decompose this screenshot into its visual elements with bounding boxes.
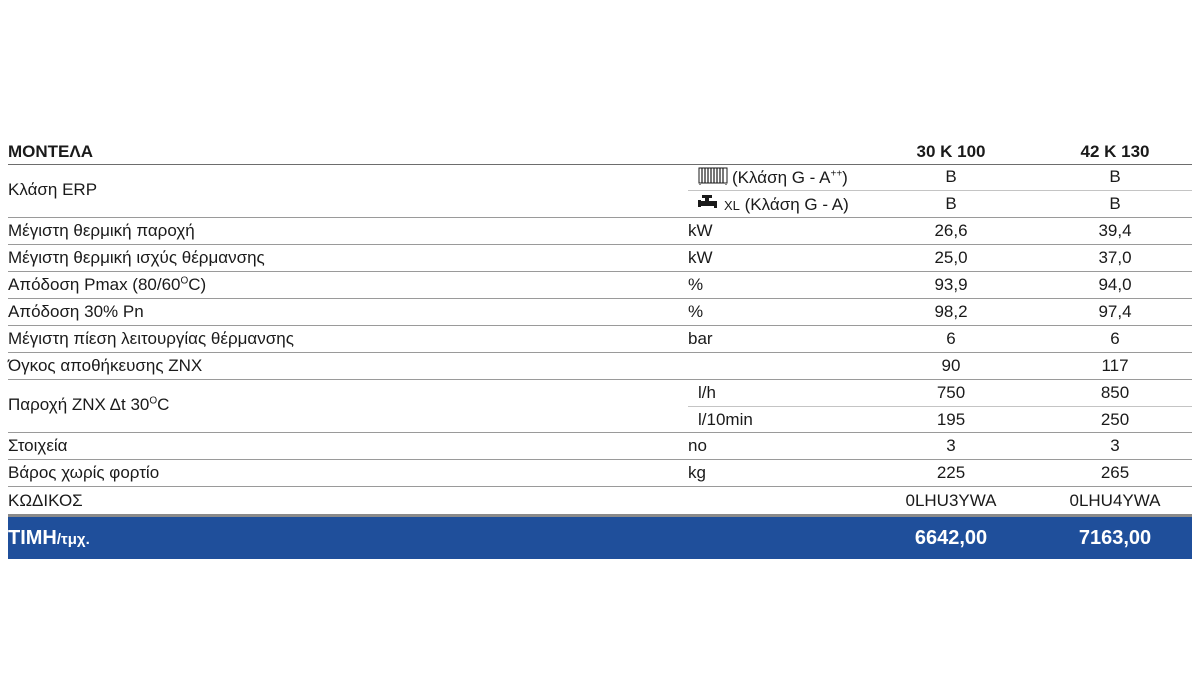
dhw-flow-label: Παροχή ΖΝΧ Δt $30^OC$ bbox=[8, 395, 170, 414]
erp-heating-value-2: B bbox=[1109, 167, 1121, 186]
erp-label: Κλάση ERP bbox=[8, 180, 98, 199]
table-row bbox=[8, 353, 1192, 380]
row-unit: % bbox=[688, 302, 704, 321]
row-unit: kg bbox=[688, 463, 706, 482]
table-row bbox=[8, 433, 1192, 460]
row-value-2: 94,0 bbox=[1098, 275, 1132, 294]
table-row bbox=[8, 218, 1192, 245]
erp-dhw-value-1: B bbox=[945, 194, 957, 213]
erp-dhw-value-2: B bbox=[1109, 194, 1121, 213]
tap-icon bbox=[698, 194, 720, 217]
row-value-1: 6 bbox=[946, 329, 956, 348]
heating-class-close: ) bbox=[842, 167, 848, 187]
model-1-name: 30 K 100 bbox=[916, 142, 986, 161]
row-unit: no bbox=[688, 436, 707, 455]
models-label: ΜΟΝΤΕΛΑ bbox=[8, 142, 93, 161]
row-value-2: 97,4 bbox=[1098, 302, 1132, 321]
table-row bbox=[8, 245, 1192, 272]
table-row bbox=[8, 272, 1192, 299]
row-label: Όγκος αποθήκευσης ΖΝΧ bbox=[8, 356, 203, 375]
code-value-2: 0LHU4YWA bbox=[1069, 491, 1161, 510]
row-value-2: 850 bbox=[1100, 383, 1130, 402]
dhw-class-text: (Κλάση G - A) bbox=[744, 194, 849, 214]
table-row bbox=[8, 460, 1192, 487]
row-value-2: 6 bbox=[1110, 329, 1120, 348]
erp-heating-subrow bbox=[688, 165, 1192, 190]
price-label: ΤΙΜΗ/τμχ. bbox=[8, 527, 90, 549]
row-value-2: 265 bbox=[1100, 463, 1130, 482]
row-label: Μέγιστη πίεση λειτουργίας θέρμανσης bbox=[8, 329, 294, 348]
dhw-flow-row bbox=[8, 380, 1192, 433]
row-value-1: 225 bbox=[936, 463, 966, 482]
code-row bbox=[8, 487, 1192, 517]
row-label: Βάρος χωρίς φορτίο bbox=[8, 463, 160, 482]
row-value-2: 3 bbox=[1110, 436, 1120, 455]
table-header bbox=[8, 140, 1192, 165]
row-label: Μέγιστη θερμική παροχή bbox=[8, 221, 195, 240]
row-unit: kW bbox=[688, 221, 713, 240]
row-unit: % bbox=[688, 275, 704, 294]
table-row bbox=[8, 299, 1192, 326]
model-2-name: 42 K 130 bbox=[1080, 142, 1150, 161]
row-unit: l/h bbox=[698, 383, 716, 402]
row-unit: l/10min bbox=[698, 410, 753, 429]
price-value-1: 6642,00 bbox=[914, 527, 988, 549]
row-value-1: 98,2 bbox=[934, 302, 968, 321]
radiator-icon bbox=[698, 167, 728, 190]
row-value-1: 26,6 bbox=[934, 221, 968, 240]
heating-class-sup: ++ bbox=[830, 168, 843, 180]
row-unit: bar bbox=[688, 329, 713, 348]
table-row bbox=[8, 326, 1192, 353]
spec-table bbox=[8, 140, 1192, 559]
price-row bbox=[8, 517, 1192, 559]
erp-class-row bbox=[8, 165, 1192, 218]
row-label: Μέγιστη θερμική ισχύς θέρμανσης bbox=[8, 248, 265, 267]
row-label: Απόδοση Pmax $(80/60^OC)$ bbox=[8, 275, 207, 294]
price-value-2: 7163,00 bbox=[1078, 527, 1152, 549]
dhw-flow-subrow-2 bbox=[688, 406, 1192, 433]
row-value-1: 3 bbox=[946, 436, 956, 455]
row-label: Στοιχεία bbox=[8, 436, 68, 455]
erp-heating-value-1: B bbox=[945, 167, 957, 186]
dhw-xl-label: XL bbox=[724, 197, 740, 213]
code-label: ΚΩΔΙΚΟΣ bbox=[8, 491, 83, 510]
dhw-flow-subrow-1 bbox=[688, 380, 1192, 406]
row-value-1: 90 bbox=[941, 356, 961, 375]
row-value-2: 250 bbox=[1100, 410, 1130, 429]
row-label: Απόδοση 30% Pn bbox=[8, 302, 144, 321]
row-value-1: 93,9 bbox=[934, 275, 968, 294]
row-value-2: 117 bbox=[1101, 356, 1129, 375]
row-unit: kW bbox=[688, 248, 713, 267]
row-value-2: 37,0 bbox=[1098, 248, 1132, 267]
row-value-1: 195 bbox=[936, 410, 966, 429]
erp-dhw-subrow bbox=[688, 190, 1192, 218]
row-value-2: 39,4 bbox=[1098, 221, 1132, 240]
heating-class-text: (Κλάση G - A bbox=[732, 167, 831, 187]
row-value-1: 25,0 bbox=[934, 248, 968, 267]
row-value-1: 750 bbox=[936, 383, 966, 402]
code-value-1: 0LHU3YWA bbox=[905, 491, 997, 510]
